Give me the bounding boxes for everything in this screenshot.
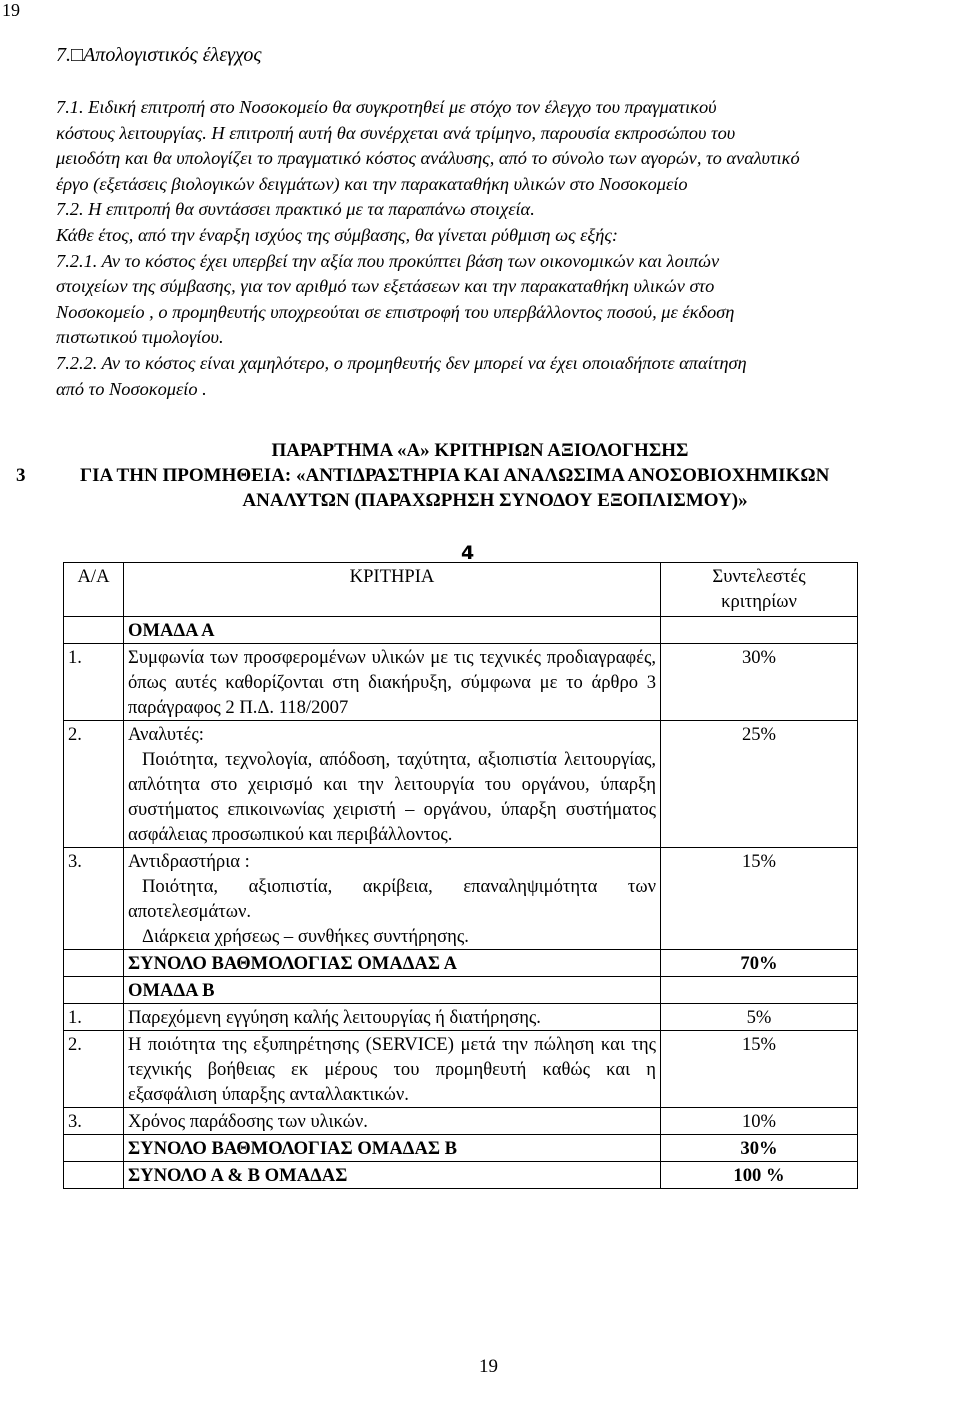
row-number: 1. — [64, 644, 124, 721]
table-cell — [64, 977, 124, 1004]
table-cell — [64, 1162, 124, 1189]
table-cell — [661, 617, 858, 644]
group-b-total-value: 30% — [661, 1135, 858, 1162]
criterion-text — [124, 848, 661, 950]
paragraph-line: Κάθε έτος, από την έναρξη ισχύος της σύμβασης, θα γίνεται ρύθμιση ως εξής: — [56, 224, 619, 245]
margin-number: 3 — [16, 465, 26, 486]
table-cell — [64, 1135, 124, 1162]
table-row — [64, 848, 858, 950]
row-number: 2. — [64, 1031, 124, 1108]
paragraph-line: 7.2. Η επιτροπή θα συντάσσει πρακτικό με τα παραπάνω στοιχεία. — [56, 199, 535, 220]
section-title: 7.□Απολογιστικός έλεγχος — [56, 44, 262, 66]
table-cell — [661, 977, 858, 1004]
grand-total-row — [64, 1162, 858, 1189]
header-criteria: ΚΡΙΤΗΡΙΑ — [124, 563, 661, 617]
group-a-total-value: 70% — [661, 950, 858, 977]
paragraph-line: πιστωτικού τιμολογίου. — [56, 327, 224, 348]
criterion-weight: 5% — [661, 1004, 858, 1031]
criterion-text — [124, 1004, 661, 1031]
table-cell — [64, 950, 124, 977]
grand-total-label: ΣΥΝΟΛΟ Α & Β ΟΜΑΔΑΣ — [124, 1162, 661, 1189]
annex-title: ΠΑΡΑΡΤΗΜΑ «Α» ΚΡΙΤΗΡΙΩΝ ΑΞΙΟΛΟΓΗΣΗΣ — [271, 440, 689, 461]
criterion-line: Χρόνος παράδοσης των υλικών. — [128, 1111, 368, 1132]
criterion-text — [124, 721, 661, 848]
row-number: 3. — [64, 848, 124, 950]
row-number: 1. — [64, 1004, 124, 1031]
annex-heading — [0, 438, 960, 513]
paragraph-line: έργο (εξετάσεις βιολογικών δειγμάτων) και την παρακαταθήκη υλικών στο Νοσοκομείο — [56, 173, 688, 194]
table-cell — [64, 617, 124, 644]
group-b-title: ΟΜΑΔΑ Β — [124, 977, 661, 1004]
criterion-text — [124, 1108, 661, 1135]
paragraph-line: κόστους λειτουργίας. Η επιτροπή αυτή θα συνέρχεται ανά τρίμηνο, παρουσία εκπροσώπου του — [56, 122, 736, 143]
criterion-line: Αναλυτές: — [128, 724, 204, 745]
paragraph-line: 7.1. Ειδική επιτροπή στο Νοσοκομείο θα συγκροτηθεί με στόχο τον έλεγχο του πραγματικού — [56, 97, 717, 117]
paragraph-line: μειοδότη και θα υπολογίζει το πραγματικό κόστος ανάλυσης, από το σύνολο των αγορών, το αναλυτικό — [56, 148, 800, 169]
criterion-weight: 15% — [661, 848, 858, 950]
header-weights-line1: Συντελεστές — [712, 566, 806, 587]
paragraph-line: στοιχείων της σύμβασης, για τον αριθμό των εξετάσεων και την παρακαταθήκη υλικών στο — [56, 276, 715, 297]
criterion-line: Ποιότητα, αξιοπιστία, ακρίβεια, επαναληψιμότητα των αποτελεσμάτων. — [128, 876, 656, 922]
group-title-row — [64, 977, 858, 1004]
paragraph-line: Νοσοκομείο , ο προμηθευτής υποχρεούται σε επιστροφή του υπερβάλλοντος ποσού, με έκδοση — [56, 301, 735, 322]
header-aa: Α/Α — [64, 563, 124, 617]
annex-subtitle-row — [0, 463, 960, 488]
margin-marker: 4 — [461, 542, 475, 564]
criterion-line: Συμφωνία των προσφερομένων υλικών με τις τεχνικές προδιαγραφές, όπως αυτές καθορίζονται στη διακήρυξη, σύμφωνα με το άρθρο 3 παράγραφος 2 Π.Δ. 118/2007 — [128, 647, 656, 718]
header-weights-line2: κριτηρίων — [721, 591, 797, 612]
group-a-title: ΟΜΑΔΑ Α — [124, 617, 661, 644]
paragraph-line: από το Νοσοκομείο . — [56, 378, 207, 399]
paragraph-line: 7.2.2. Αν το κόστος είναι χαμηλότερο, ο προμηθευτής δεν μπορεί να έχει οποιαδήποτε απαίτηση — [56, 352, 747, 373]
annex-subtitle-cont: ΑΝΑΛΥΤΩΝ (ΠΑΡΑΧΩΡΗΣΗ ΣΥΝΟΔΟΥ ΕΞΟΠΛΙΣΜΟΥ)» — [242, 490, 748, 511]
criterion-text — [124, 1031, 661, 1108]
criterion-weight: 15% — [661, 1031, 858, 1108]
criterion-line: Παρεχόμενη εγγύηση καλής λειτουργίας ή διατήρησης. — [128, 1007, 541, 1028]
criteria-table — [63, 562, 858, 1189]
criterion-weight: 10% — [661, 1108, 858, 1135]
criterion-text — [124, 644, 661, 721]
criterion-weight: 30% — [661, 644, 858, 721]
criterion-weight: 25% — [661, 721, 858, 848]
group-a-total-label: ΣΥΝΟΛΟ ΒΑΘΜΟΛΟΓΙΑΣ ΟΜΑΔΑΣ Α — [124, 950, 661, 977]
table-header-row — [64, 563, 858, 617]
criterion-line: Ποιότητα, τεχνολογία, απόδοση, ταχύτητα, αξιοπιστία λειτουργίας, απλότητα στο χειρισμό και την λειτουργία του οργάνου, ύπαρξη συστήματος επικοινωνίας χειριστή – οργάνου, ύπαρξη συστήματος ασφάλειας προσωπικού και περιβάλλοντος. — [128, 749, 656, 845]
table-row — [64, 1108, 858, 1135]
table-row — [64, 1031, 858, 1108]
criterion-line: Αντιδραστήρια : — [128, 851, 250, 872]
group-b-total-label: ΣΥΝΟΛΟ ΒΑΘΜΟΛΟΓΙΑΣ ΟΜΑΔΑΣ Β — [124, 1135, 661, 1162]
subtotal-row — [64, 1135, 858, 1162]
row-number: 2. — [64, 721, 124, 848]
page-number-top: 19 — [2, 0, 20, 20]
criterion-line: Η ποιότητα της εξυπηρέτησης (SERVICE) μετά την πώληση και της τεχνικής βοήθειας εκ μέρους του προμηθευτή καθώς και η εξασφάλιση ύπαρξης ανταλλακτικών. — [128, 1034, 656, 1105]
paragraph-line: 7.2.1. Αν το κόστος έχει υπερβεί την αξία που προκύπτει βάση των οικονομικών και λοιπών — [56, 250, 720, 271]
row-number: 3. — [64, 1108, 124, 1135]
table-row — [64, 721, 858, 848]
group-title-row — [64, 617, 858, 644]
page-number-bottom: 19 — [479, 1356, 498, 1377]
annex-subtitle: ΓΙΑ ΤΗΝ ΠΡΟΜΗΘΕΙΑ: «ΑΝΤΙΔΡΑΣΤΗΡΙΑ ΚΑΙ ΑΝΑΛΩΣΙΜΑ ΑΝΟΣΟΒΙΟΧΗΜΙΚΩΝ — [80, 465, 830, 486]
table-row — [64, 644, 858, 721]
grand-total-value: 100 % — [661, 1162, 858, 1189]
header-weights — [661, 563, 858, 617]
table-row — [64, 1004, 858, 1031]
subtotal-row — [64, 950, 858, 977]
criterion-line: Διάρκεια χρήσεως – συνθήκες συντήρησης. — [142, 926, 469, 947]
section-body — [56, 95, 956, 402]
